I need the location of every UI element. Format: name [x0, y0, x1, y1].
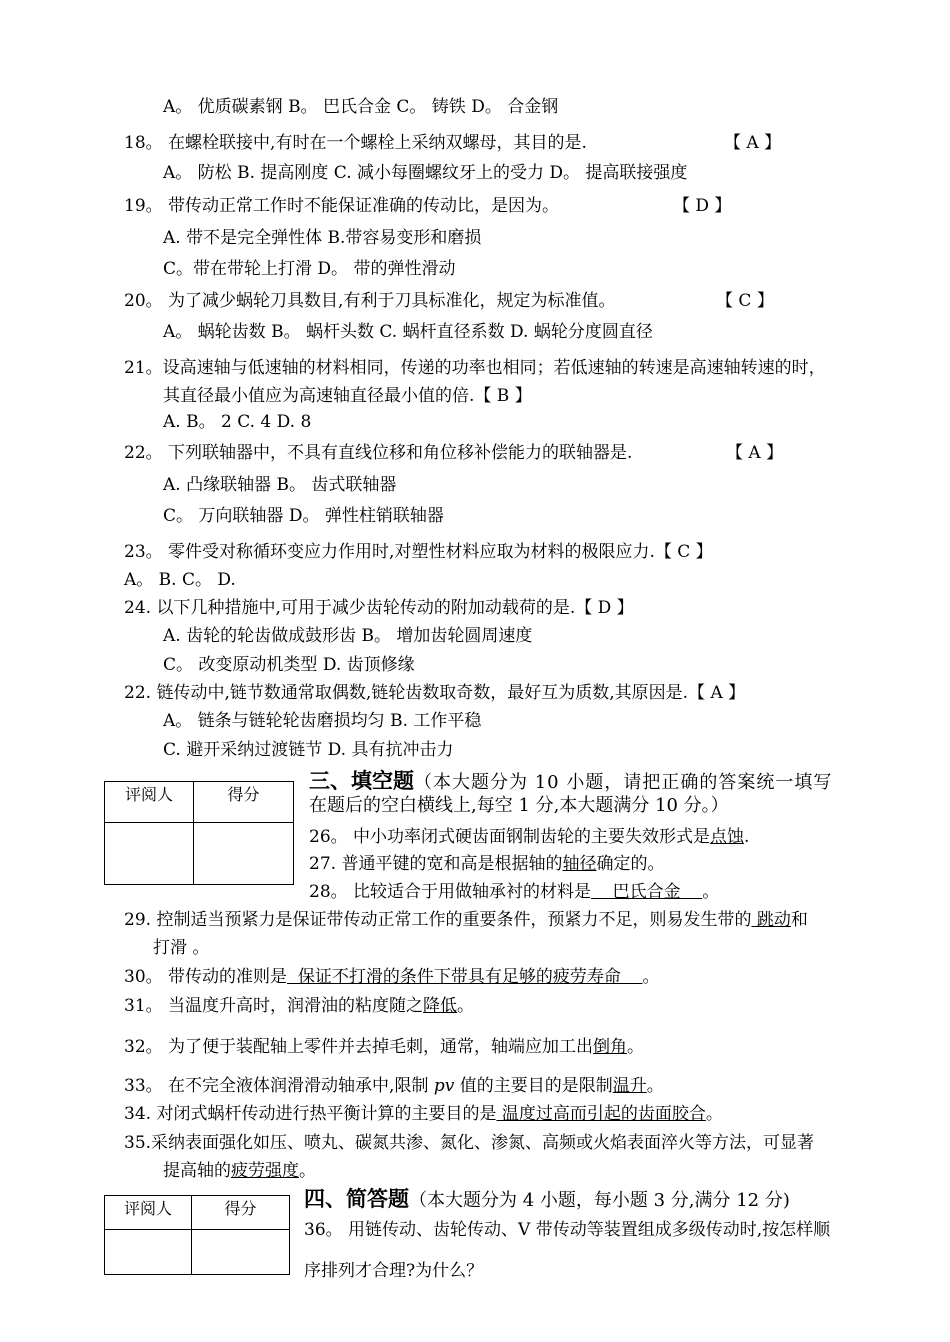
- score-label: 得分: [192, 1196, 290, 1230]
- question-29-end: 和: [790, 910, 808, 930]
- grader-label: 评阅人: [105, 782, 194, 823]
- q17-options: A。 优质碳素钢 B。 巴氏合金 C。 铸铁 D。 合金钢: [163, 97, 559, 117]
- question-33: [124, 1075, 664, 1097]
- question-34-text: 34. 对闭式蜗杆传动进行热平衡计算的主要目的是: [124, 1104, 497, 1124]
- question-21-line-2: 其直径最小值应为高速轴直径最小值的倍.【 B 】: [163, 386, 532, 406]
- q19-option-2: C。带在带轮上打滑 D。 带的弹性滑动: [163, 259, 456, 279]
- section-4-heading: [304, 1186, 790, 1214]
- q19-option-1: A. 带不是完全弹性体 B.带容易变形和磨损: [163, 228, 482, 248]
- question-19: 19。 带传动正常工作时不能保证准确的传动比，是因为。: [124, 196, 560, 216]
- question-30: [124, 966, 659, 988]
- answer-35: 疲劳强度: [231, 1161, 299, 1181]
- question-34-end: 。: [705, 1104, 723, 1124]
- question-28-text: 28。 比较适合于用做轴承衬的材料是: [309, 882, 592, 902]
- grading-box-section-4: [104, 1195, 290, 1275]
- section-4-title: 四、简答题: [304, 1187, 409, 1211]
- grader-cell[interactable]: [105, 1230, 192, 1275]
- question-36-line-1: 36。 用链传动、齿轮传动、V 带传动等装置组成多级传动时,按怎样顺: [304, 1220, 831, 1240]
- answer-30: 保证不打滑的条件下带具有足够的疲劳寿命: [287, 967, 643, 987]
- question-29-text: 29. 控制适当预紧力是保证带传动正常工作的重要条件，预紧力不足，则易发生带的: [124, 910, 752, 930]
- q24-option-1: A. 齿轮的轮齿做成鼓形齿 B。 增加齿轮圆周速度: [163, 626, 533, 646]
- section-3-description-1: （本大题分为 10 小题，请把正确的答案统一填写: [414, 772, 833, 793]
- section-3-heading: [309, 768, 832, 796]
- question-20: 20。 为了减少蜗轮刀具数目,有利于刀具标准化，规定为标准值。: [124, 291, 616, 311]
- q20-options: A。 蜗轮齿数 B。 蜗杆头数 C. 蜗杆直径系数 D. 蜗轮分度圆直径: [163, 322, 653, 342]
- section-3-description-2: 在题后的空白横线上,每空 1 分,本大题满分 10 分。）: [309, 795, 729, 816]
- score-label: 得分: [194, 782, 294, 823]
- answer-20: 【 C 】: [716, 291, 774, 311]
- q18-options: A。 防松 B. 提高刚度 C. 减小每圈螺纹牙上的受力 D。 提高联接强度: [163, 163, 688, 183]
- score-cell[interactable]: [192, 1230, 290, 1275]
- answer-29: 跳动: [751, 910, 791, 930]
- answer-26: 点蚀: [710, 827, 745, 847]
- q22-option-2: C。 万向联轴器 D。 弹性柱销联轴器: [163, 506, 444, 526]
- q25-option-2: C. 避开采纳过渡链节 D. 具有抗冲击力: [163, 740, 454, 760]
- question-35-line-1: 35.采纳表面强化如压、喷丸、碳氮共渗、氮化、渗氮、高频或火焰表面淬火等方法，可显著: [124, 1133, 815, 1153]
- question-27-text: 27. 普通平键的宽和高是根据轴的: [309, 854, 563, 874]
- question-31-text: 31。 当温度升高时，润滑油的粘度随之: [124, 996, 424, 1016]
- question-31: [124, 995, 474, 1017]
- q24-option-2: C。 改变原动机类型 D. 齿顶修缘: [163, 655, 415, 675]
- question-28-end: 。: [702, 882, 720, 902]
- question-32: [124, 1036, 644, 1058]
- answer-27: 轴径: [562, 854, 597, 874]
- question-30-text: 30。 带传动的准则是: [124, 967, 288, 987]
- q23-options: A。 B. C。 D.: [124, 570, 236, 590]
- question-35-line-2: [163, 1160, 316, 1182]
- question-36-line-2: 序排列才合理?为什么？: [304, 1261, 484, 1281]
- question-27-end: 确定的。: [596, 854, 665, 874]
- question-21-line-1: 21。设高速轴与低速轴的材料相同，传递的功率也相同；若低速轴的转速是高速轴转速的时，: [124, 358, 826, 378]
- pv-symbol: pv: [433, 1076, 455, 1096]
- question-27: [309, 853, 664, 875]
- question-33-text: 33。 在不完全液体润滑滑动轴承中,限制: [124, 1076, 434, 1096]
- q22-option-1: A. 凸缘联轴器 B。 齿式联轴器: [163, 475, 397, 495]
- question-35-end: 。: [299, 1161, 316, 1181]
- question-23: 23。 零件受对称循环变应力作用时,对塑性材料应取为材料的极限应力.【 C 】: [124, 542, 713, 562]
- q21-options: A. B。 2 C. 4 D. 8: [163, 412, 312, 432]
- question-24: 24. 以下几种措施中,可用于减少齿轮传动的附加动载荷的是.【 D 】: [124, 598, 634, 618]
- section-4-description: （本大题分为 4 小题，每小题 3 分,满分 12 分): [409, 1190, 790, 1211]
- q25-option-1: A。 链条与链轮轮齿磨损均匀 B. 工作平稳: [163, 711, 482, 731]
- question-34: [124, 1103, 723, 1125]
- answer-18: 【 A 】: [724, 133, 782, 153]
- question-26-end: .: [744, 827, 750, 847]
- question-31-end: 。: [457, 996, 475, 1016]
- answer-22: 【 A 】: [726, 443, 784, 463]
- question-30-end: 。: [642, 967, 660, 987]
- answer-19: 【 D 】: [673, 196, 732, 216]
- grading-box-section-3: [104, 781, 294, 885]
- answer-31: 降低: [423, 996, 458, 1016]
- question-29-line-2: 打滑 。: [153, 938, 210, 958]
- question-35-text: 提高轴的: [163, 1161, 231, 1181]
- question-25: 22. 链传动中,链节数通常取偶数,链轮齿数取奇数，最好互为质数,其原因是.【 A 】: [124, 683, 746, 703]
- answer-33: 温升: [612, 1076, 647, 1096]
- question-32-text: 32。 为了便于装配轴上零件并去掉毛刺，通常，轴端应加工出: [124, 1037, 594, 1057]
- grader-cell[interactable]: [105, 823, 194, 885]
- grader-label: 评阅人: [105, 1196, 192, 1230]
- answer-28: 巴氏合金: [591, 882, 703, 902]
- section-3-title: 三、填空题: [309, 769, 414, 793]
- question-18: 18。 在螺栓联接中,有时在一个螺栓上采纳双螺母，其目的是.: [124, 133, 587, 153]
- answer-32: 倒角: [593, 1037, 628, 1057]
- question-33-end: 。: [646, 1076, 664, 1096]
- question-33-text-2: 值的主要目的是限制: [454, 1076, 613, 1096]
- answer-34: 温度过高而引起的齿面胶合: [496, 1104, 706, 1124]
- score-cell[interactable]: [194, 823, 294, 885]
- question-26-text: 26。 中小功率闭式硬齿面钢制齿轮的主要失效形式是: [309, 827, 711, 847]
- question-26: [309, 826, 749, 848]
- question-32-end: 。: [627, 1037, 645, 1057]
- question-22: 22。 下列联轴器中，不具有直线位移和角位移补偿能力的联轴器是.: [124, 443, 633, 463]
- question-29: [124, 909, 808, 931]
- question-28: [309, 881, 719, 903]
